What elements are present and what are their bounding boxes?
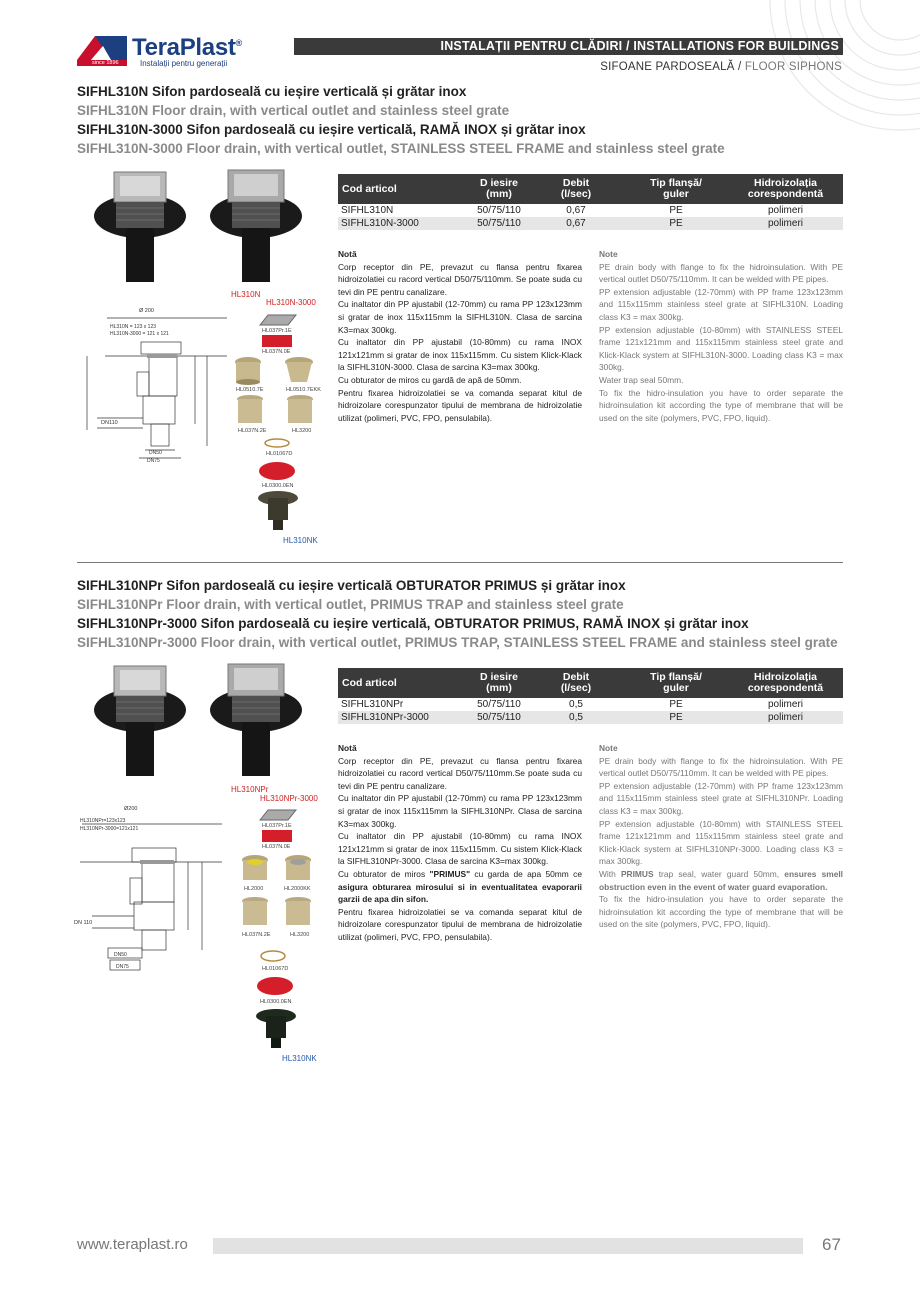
section2-part-red-cap-icon xyxy=(262,830,292,842)
note-paragraph: PP extension adjustable (12-70mm) with PP frame 123x123mm and 115x115mm stainless steel grate at SIFHL310N. Loading class K3 = max 300kg. xyxy=(599,286,843,322)
col-header-code: Cod articol xyxy=(338,174,470,204)
section2-spec-table xyxy=(338,668,843,724)
section1-part-label-3: HL0510.7E xyxy=(236,387,264,393)
section1-part-kit-icon xyxy=(256,490,300,532)
section1-dim-dn50: DN50 xyxy=(149,450,162,456)
section2-title-en-1: SIFHL310NPr Floor drain, with vertical outlet, PRIMUS TRAP and stainless steel grate xyxy=(77,597,624,612)
section2-dim-d200: Ø200 xyxy=(124,806,138,812)
cell-d: 50/75/110 xyxy=(470,217,528,230)
section2-part-trap-a-icon xyxy=(240,854,270,884)
section2-part-label-5: HL037N.2E xyxy=(242,932,271,938)
subcategory-header: SIFOANE PARDOSEALĂ / FLOOR SIPHONS xyxy=(600,61,842,73)
section2-part-grate-icon xyxy=(258,808,298,822)
table-row xyxy=(338,217,843,230)
section1-part-label-4: HL0510.7EKK xyxy=(286,387,321,393)
cell-d: 50/75/110 xyxy=(477,205,521,216)
table-row xyxy=(338,204,843,217)
note-paragraph: Water trap seal 50mm. xyxy=(599,374,684,385)
section1-part-label-7: HL01067D xyxy=(266,451,293,457)
note-paragraph: PE drain body with flange to fix the hidroinsulation. With PE vertical outlet D50/75/110mm. It can be welded with PE pipes. xyxy=(599,755,843,779)
note-paragraph: PP extension adjustable (10-80mm) with STAINLESS STEEL frame 121x121mm and 115x115mm stainless steel grate and Klick-Klack system at SIFHL310NPr-3000. Loading class K3 = max 300kg. xyxy=(599,818,843,867)
section1-part-label-2: HL037N.0E xyxy=(262,349,291,355)
note-paragraph: To fix the hidro-insulation you have to order separate the hidroinsulation kit according the type of membrane that will be used on the site (polymers, PVC, FPO, liquid). xyxy=(599,894,843,930)
section2-part-extension-b-icon xyxy=(283,896,313,928)
section2-label-main-a: HL310NPr xyxy=(231,785,269,794)
note-paragraph: PP extension adjustable (10-80mm) with STAINLESS STEEL frame 121x121mm and 115x115mm stainless steel grate and Klick-Klack system at SIFHL310N-3000. Loading class K3 = max 300kg. xyxy=(599,324,843,373)
cell-flange: PE xyxy=(624,711,728,724)
category-header-bar: INSTALAȚII PENTRU CLĂDIRI / INSTALLATIONS FOR BUILDINGS xyxy=(294,38,843,55)
section1-part-extension-b-icon xyxy=(285,394,315,426)
cell-hydro: polimeri xyxy=(728,711,843,724)
section2-part-label-6: HL3200 xyxy=(290,932,310,938)
col-header-d-outlet: D iesire (mm) xyxy=(470,174,528,204)
cell-flow: 0,67 xyxy=(566,205,586,216)
section1-dim-a: HL310N = 123 x 123 xyxy=(110,324,157,330)
section1-label-kit: HL310NK xyxy=(283,536,318,545)
section1-note-en xyxy=(599,248,843,424)
section1-part-membrane-icon xyxy=(258,461,296,481)
section1-part-grate-icon xyxy=(258,313,298,327)
note-paragraph: Cu inaltator din PP ajustabil (10-80mm) cu rama INOX 121x121mm si gratar de inox 115x115mm. Cu sistem Klick-Klack la SIFHL310NPr-3000. Clasa de sarcina K3=max 300kg. xyxy=(338,831,582,867)
section2-part-label-1: HL037Pr.1E xyxy=(262,823,292,829)
section1-label-main-b: HL310N-3000 xyxy=(266,298,316,307)
note-title: Note xyxy=(599,249,618,259)
section2-titles xyxy=(77,576,857,652)
section1-product-photo-b xyxy=(208,168,308,288)
col-header-hydro: Hidroizolația corespondentă xyxy=(728,174,843,204)
section1-part-label-1: HL037Pr.1E xyxy=(262,328,292,334)
section2-title-en-2: SIFHL310NPr-3000 Floor drain, with vertical outlet, PRIMUS TRAP, STAINLESS STEEL FRAME and stainless steel grate xyxy=(77,635,838,650)
section2-dim-dn110: DN 110 xyxy=(74,920,93,926)
section1-dim-dn75: DN75 xyxy=(147,458,160,464)
col-header-flange: Tip flanșă/ guler xyxy=(624,174,728,204)
cell-flow: 0,5 xyxy=(528,711,624,724)
note-paragraph: With PRIMUS trap seal, water guard 50mm, ensures smell obstruction even in the event of water guard evaporation. xyxy=(599,868,844,892)
section1-spec-table xyxy=(338,174,843,230)
section2-label-main-b: HL310NPr-3000 xyxy=(260,794,318,803)
note-paragraph: Cu obturator de miros cu gardă de apă de 50mm. xyxy=(338,374,522,385)
note-paragraph: To fix the hidro-insulation you have to order separate the hidroinsulation kit according the type of membrane that will be used on the site (polymers, PVC, FPO, liquid). xyxy=(599,387,843,423)
cell-flange: PE xyxy=(669,699,683,710)
brand-name: TeraPlast® xyxy=(132,34,242,61)
section1-dim-d200: Ø 200 xyxy=(139,308,154,314)
section1-part-label-5: HL037N.2E xyxy=(238,428,267,434)
section2-part-label-7: HL01067D xyxy=(262,966,289,972)
table-header-row xyxy=(338,668,843,698)
col-header-flange: Tip flanșă/ guler xyxy=(624,668,728,698)
note-paragraph: Corp receptor din PE, prevazut cu flansa pentru fixarea hidroizolatiei cu racord vertical D50/75/110mm. Se poate suda cu tevi din PE pentru canalizare. xyxy=(338,261,582,297)
note-paragraph: PE drain body with flange to fix the hidroinsulation. With PE vertical outlet D50/75/110mm. It can be welded with PE pipes. xyxy=(599,261,843,285)
section2-dim-dn75: DN75 xyxy=(116,964,129,970)
note-paragraph: Pentru fixarea hidroizolatiei se va comanda separat kitul de hidroizolare corespunzator tipului de membrana de hidroizolatie utilizat (polimeri, PVC, FPO, pensulabila). xyxy=(338,906,582,942)
section2-part-ring-icon xyxy=(258,949,288,963)
section1-label-main-a: HL310N xyxy=(231,290,261,299)
footer-bar xyxy=(213,1238,803,1254)
section1-title-en-1: SIFHL310N Floor drain, with vertical outlet and stainless steel grate xyxy=(77,103,510,118)
cell-hydro: polimeri xyxy=(728,217,843,230)
page-number: 67 xyxy=(822,1235,841,1254)
section2-title-ro-2: SIFHL310NPr-3000 Sifon pardoseală cu ieșire verticală, OBTURATOR PRIMUS, RAMĂ INOX și grătar inox xyxy=(77,616,749,631)
section2-part-membrane-icon xyxy=(256,976,294,996)
section2-part-label-2: HL037N.0E xyxy=(262,844,291,850)
section1-product-photo-a xyxy=(92,168,192,288)
since-badge: since 1896 xyxy=(89,60,122,66)
cell-flange: PE xyxy=(669,205,683,216)
section2-product-photo-a xyxy=(92,662,192,782)
section1-title-en-2: SIFHL310N-3000 Floor drain, with vertical outlet, STAINLESS STEEL FRAME and stainless steel grate xyxy=(77,141,725,156)
section1-part-red-cap-icon xyxy=(262,335,292,347)
section2-dim-a: HL310NPr=123x123 xyxy=(80,818,126,824)
note-paragraph: Corp receptor din PE, prevazut cu flansa pentru fixarea hidroizolatiei cu racord vertical D50/75/110mm.Se poate suda cu tevi din PE pentru canalizare. xyxy=(338,755,582,791)
section1-part-trap-b-icon xyxy=(283,356,315,386)
cell-hydro: polimeri xyxy=(767,205,803,216)
section1-dim-b: HL310N-3000 = 121 x 121 xyxy=(110,331,169,337)
note-paragraph: Cu inaltator din PP ajustabil (12-70mm) cu rama PP 123x123mm si gratar de inox 115x115mm la SIFHL310NPr. Clasa de sarcina K3=max 300kg. xyxy=(338,793,582,829)
note-paragraph: PP extension adjustable (12-70mm) with PP frame 123x123mm and 115x115mm stainless steel grate at SIFHL310NPr. Loading class K3 = max 300kg. xyxy=(599,780,843,816)
col-header-hydro: Hidroizolația corespondentă xyxy=(728,668,843,698)
section1-part-ring-icon xyxy=(262,437,292,449)
table-header-row xyxy=(338,174,843,204)
section2-note-ro xyxy=(338,742,582,944)
note-title: Note xyxy=(599,743,618,753)
section-divider xyxy=(77,562,843,563)
note-paragraph: Cu obturator de miros "PRIMUS" cu garda de apa 50mm ce asigura obturarea mirosului si in eventualitatea evaporarii garzii de apa din sifon. xyxy=(338,868,582,905)
col-header-code: Cod articol xyxy=(338,668,470,698)
section2-title-ro-1: SIFHL310NPr Sifon pardoseală cu ieșire verticală OBTURATOR PRIMUS și grătar inox xyxy=(77,578,626,593)
cell-hydro: polimeri xyxy=(767,699,803,710)
col-header-flow: Debit (l/sec) xyxy=(528,668,624,698)
table-row xyxy=(338,698,843,711)
section2-product-photo-b xyxy=(208,662,308,782)
footer-website-link[interactable]: www.teraplast.ro xyxy=(77,1236,188,1253)
cell-code: SIFHL310N xyxy=(341,205,394,216)
section2-part-extension-a-icon xyxy=(240,896,270,928)
section2-part-label-8: HL0300.0EN xyxy=(260,999,292,1005)
section1-note-ro xyxy=(338,248,582,424)
cell-code: SIFHL310NPr-3000 xyxy=(338,711,470,724)
col-header-flow: Debit (l/sec) xyxy=(528,174,624,204)
cell-code: SIFHL310N-3000 xyxy=(338,217,470,230)
section2-note-en xyxy=(599,742,843,931)
section1-technical-drawing xyxy=(77,300,242,465)
section2-part-label-4: HL2000KK xyxy=(284,886,311,892)
note-title: Notă xyxy=(338,249,357,259)
section1-part-label-6: HL3200 xyxy=(292,428,312,434)
note-paragraph: Cu inaltator din PP ajustabil (10-80mm) cu rama INOX 121x121mm si gratar de inox 115x115mm. Cu sistem Klick-Klack la SIFHL310N-3000. Clasa de sarcina K3=max 300kg. xyxy=(338,337,582,373)
teraplast-logo[interactable] xyxy=(77,34,247,68)
section2-label-kit: HL310NK xyxy=(282,1054,317,1063)
section1-dim-dn110: DN110 xyxy=(101,420,118,426)
section2-part-label-3: HL2000 xyxy=(244,886,264,892)
section2-dim-dn50: DN50 xyxy=(114,952,127,958)
cell-d: 50/75/110 xyxy=(477,699,521,710)
section1-part-label-8: HL0300.0EN xyxy=(262,483,294,489)
section1-part-extension-a-icon xyxy=(235,394,265,426)
section2-part-trap-b-icon xyxy=(283,854,313,884)
cell-code: SIFHL310NPr xyxy=(341,699,404,710)
note-paragraph: Cu inaltator din PP ajustabil (12-70mm) cu rama PP 123x123mm si gratar de inox 115x115mm la SIFHL310N. Clasa de sarcina K3=max 300kg. xyxy=(338,299,582,335)
table-row xyxy=(338,711,843,724)
note-paragraph: Pentru fixarea hidroizolatiei se va comanda separat kitul de hidroizolare corespunzator tipului de membrana de hidroizolatie utilizat (polimeri, PVC, FPO, pensulabila). xyxy=(338,387,582,423)
brand-tagline: Instalații pentru generații xyxy=(140,59,228,68)
section2-part-kit-icon xyxy=(254,1008,298,1050)
section1-titles xyxy=(77,82,857,158)
cell-flow: 0,5 xyxy=(569,699,583,710)
note-title: Notă xyxy=(338,743,357,753)
cell-flow: 0,67 xyxy=(528,217,624,230)
section2-technical-drawing xyxy=(72,800,242,972)
cell-flange: PE xyxy=(624,217,728,230)
col-header-d-outlet: D iesire (mm) xyxy=(470,668,528,698)
cell-d: 50/75/110 xyxy=(470,711,528,724)
section1-title-ro-2: SIFHL310N-3000 Sifon pardoseală cu ieșire verticală, RAMĂ INOX și grătar inox xyxy=(77,122,586,137)
section1-title-ro-1: SIFHL310N Sifon pardoseală cu ieșire verticală și grătar inox xyxy=(77,84,467,99)
section2-dim-b: HL310NPr-3000=121x121 xyxy=(80,826,139,832)
section1-part-trap-a-icon xyxy=(233,356,263,386)
